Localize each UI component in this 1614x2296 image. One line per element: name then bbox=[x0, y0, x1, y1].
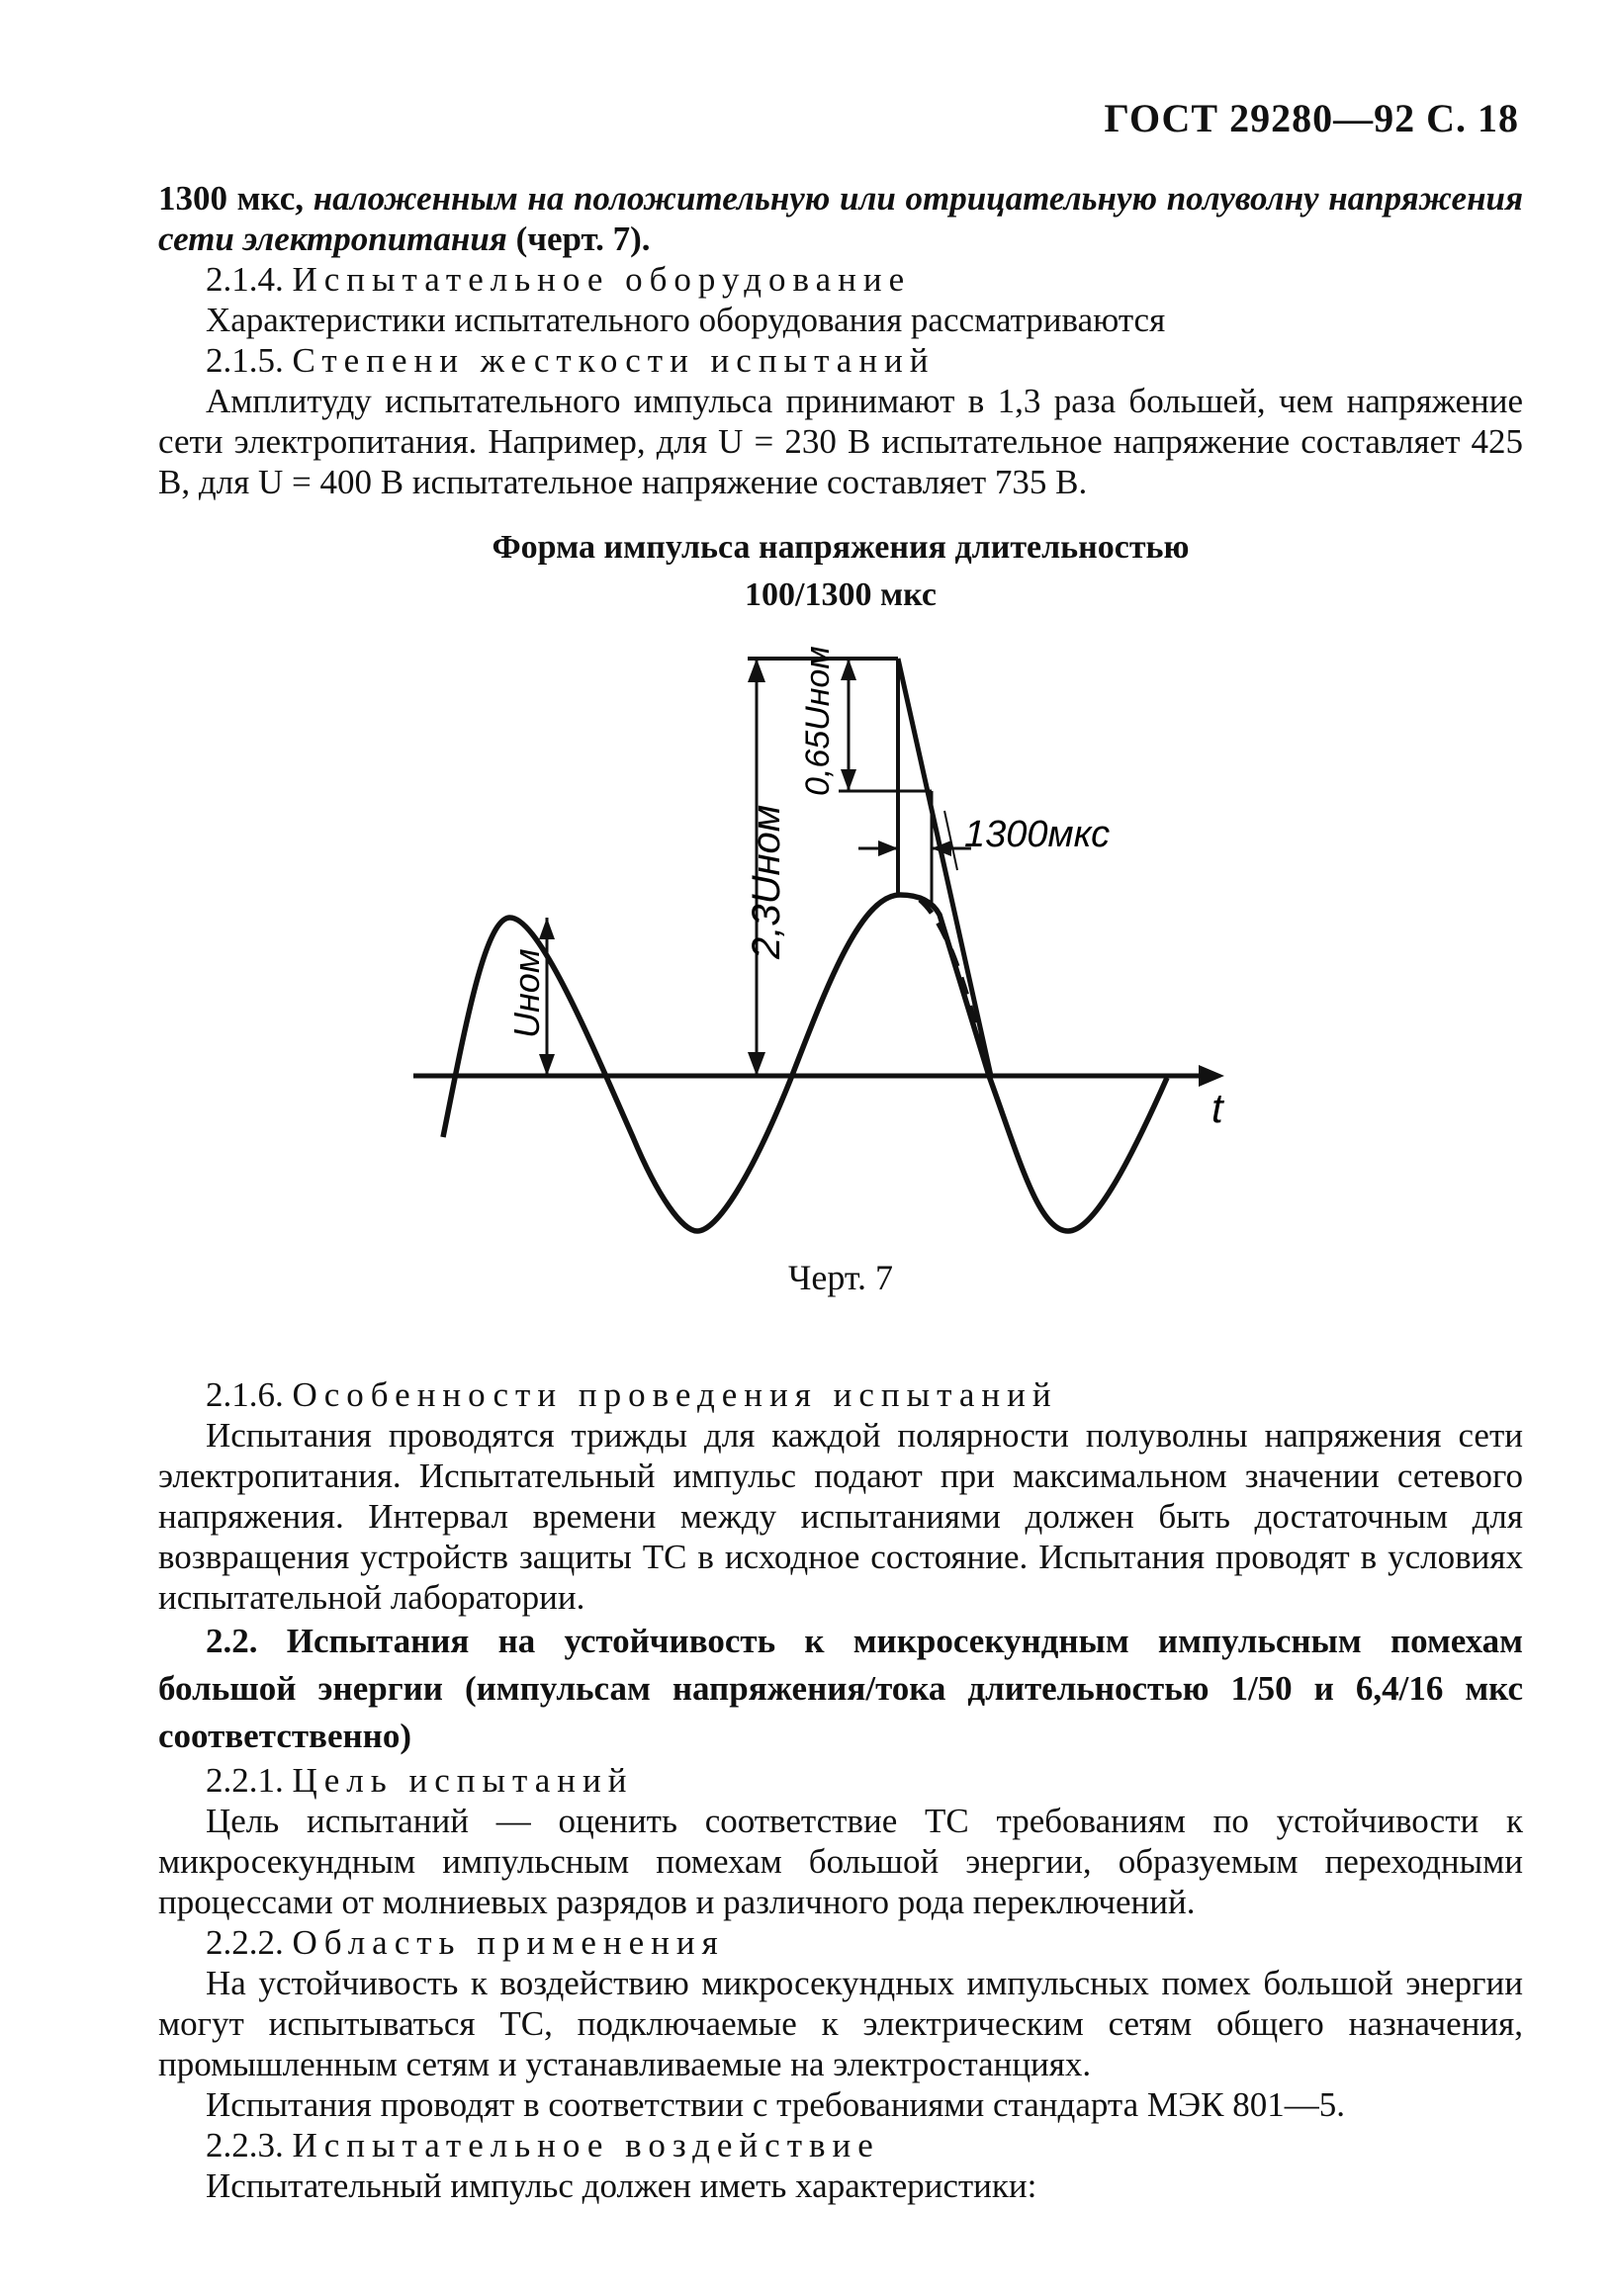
section-2-2-2-body-2: Испытания проводят в соответствии с требованиями стандарта МЭК 801—5. bbox=[206, 2085, 1345, 2124]
dim-arrow bbox=[878, 840, 898, 856]
section-number: 2.2.2. bbox=[206, 1923, 284, 1962]
figure-title-line-2: 100/1300 мкс bbox=[745, 576, 937, 613]
figure-title-line-1: Форма импульса напряжения длительностью bbox=[492, 529, 1190, 566]
duration-leader bbox=[944, 811, 957, 870]
section-number: 2.2. bbox=[206, 1622, 258, 1660]
dim-arrow bbox=[748, 659, 765, 682]
continuation-text: наложенным на положительную или отрицательную полуволну напряжения сети электропитания bbox=[158, 179, 1523, 258]
dim-arrow bbox=[539, 1054, 555, 1076]
figure-caption: Черт. 7 bbox=[788, 1258, 893, 1297]
dim-arrow bbox=[539, 918, 555, 939]
section-number: 2.1.4. bbox=[206, 260, 284, 299]
section-2-1-6-heading bbox=[158, 1374, 1523, 1415]
section-2-2-heading bbox=[158, 1618, 1523, 1760]
body-text-block bbox=[158, 1374, 1523, 2206]
dim-arrow bbox=[841, 659, 856, 680]
axis-label-t: t bbox=[1211, 1085, 1223, 1131]
section-2-1-5-body: Амплитуду испытательного импульса принимают в 1,3 раза большей, чем напряжение сети электропитания. Например, для U = 230 В испытательное напряжение составляет 425 В, для U = 400 В испытательное напряжение составляет 735 В. bbox=[158, 382, 1523, 501]
section-title: Испытательное оборудование bbox=[292, 260, 912, 299]
section-title: Испытания на устойчивость к микросекундным импульсным помехам большой энергии (импульсам напряжения/тока длительностью 1/50 и 6,4/16 мкс соответственно) bbox=[158, 1622, 1523, 1755]
running-header: ГОСТ 29280—92 С. 18 bbox=[1104, 96, 1519, 140]
section-number: 2.1.6. bbox=[206, 1375, 284, 1414]
section-2-1-6-body: Испытания проводятся трижды для каждой полярности полуволны напряжения сети электропитания. Испытательный импульс подают при максимальном значении сетевого напряжения. Интервал времени между испытаниями должен быть достаточным для возвращения устройств защиты ТС в исходное состояние. Испытания проводят в условиях испытательной лаборатории. bbox=[158, 1416, 1523, 1617]
continuation-number: 1300 мкс, bbox=[158, 179, 305, 218]
label-unom: Uном bbox=[506, 948, 547, 1038]
section-2-2-3-body: Испытательный импульс должен иметь характеристики: bbox=[206, 2166, 1037, 2205]
section-2-2-1-body: Цель испытаний — оценить соответствие ТС требованиям по устойчивости к микросекундным импульсным помехам большой энергии, образуемым переходными процессами от молниевых разрядов и различного рода переключений. bbox=[158, 1802, 1523, 1921]
impulse-decay-line bbox=[898, 659, 991, 1076]
section-2-1-4-body: Характеристики испытательного оборудования рассматриваются bbox=[206, 301, 1166, 339]
dim-arrow bbox=[841, 769, 856, 791]
section-title: Испытательное воздействие bbox=[292, 2126, 880, 2164]
section-number: 2.2.3. bbox=[206, 2126, 284, 2164]
section-2-2-3-heading bbox=[158, 2125, 1523, 2165]
label-065-unom: 0,65Uном bbox=[799, 646, 837, 796]
section-number: 2.2.1. bbox=[206, 1761, 284, 1800]
section-title: Степени жесткости испытаний bbox=[292, 341, 936, 380]
continuation-ref: (черт. 7). bbox=[515, 220, 651, 258]
dim-arrow bbox=[748, 1052, 765, 1076]
label-2-3-unom: 2,3Uном bbox=[745, 804, 788, 959]
section-number: 2.1.5. bbox=[206, 341, 284, 380]
section-title: Цель испытаний bbox=[292, 1761, 634, 1800]
section-title: Особенности проведения испытаний bbox=[292, 1375, 1058, 1414]
label-1300-us: 1300мкс bbox=[964, 814, 1111, 855]
section-2-2-2-heading bbox=[158, 1922, 1523, 1963]
sine-wave bbox=[443, 895, 1167, 1231]
time-axis-arrow bbox=[1199, 1065, 1224, 1087]
section-title: Область применения bbox=[292, 1923, 725, 1962]
section-2-2-1-heading bbox=[158, 1760, 1523, 1801]
section-2-2-2-body-1: На устойчивость к воздействию микросекундных импульсных помех большой энергии могут испытываться ТС, подключаемые к электрическим сетям общего назначения, промышленным сетям и устанавливаемые на электростанциях. bbox=[158, 1964, 1523, 2083]
